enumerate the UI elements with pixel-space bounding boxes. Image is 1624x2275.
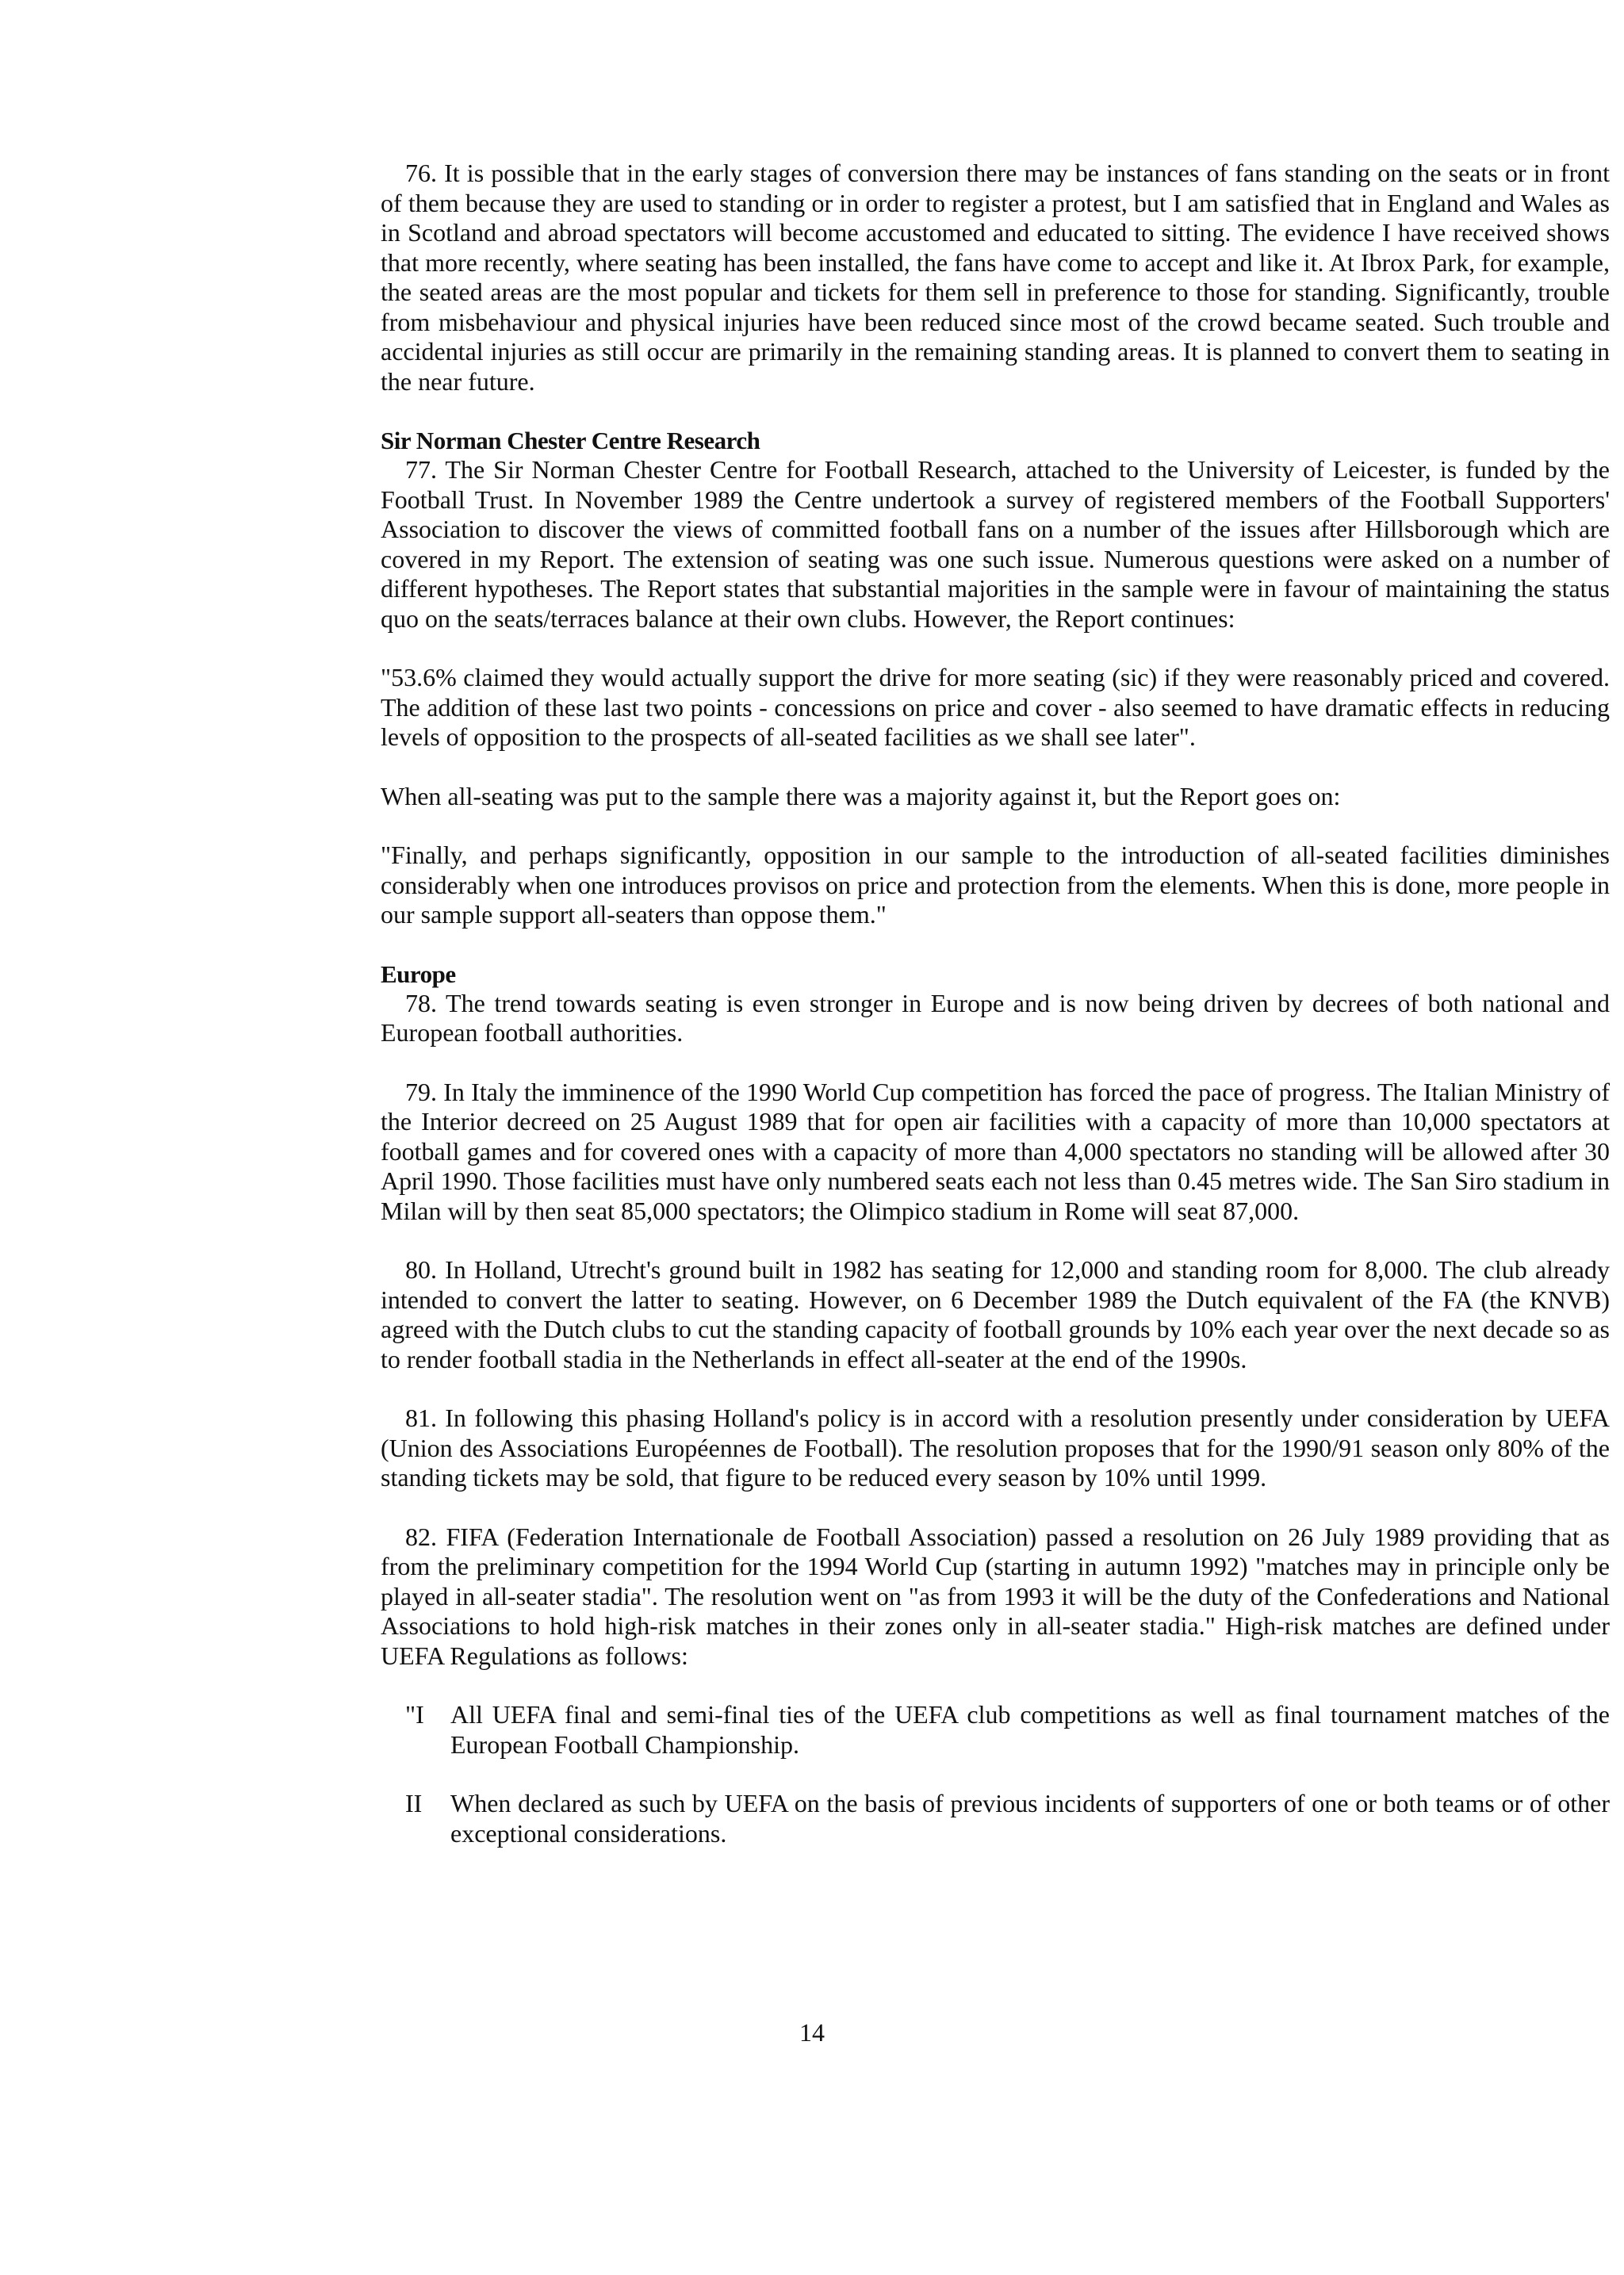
list-item xyxy=(381,1700,1610,1760)
list-item-text: All UEFA final and semi-final ties of the UEFA club competitions as well as final tournament matches of the European Football Championship. xyxy=(450,1700,1610,1759)
paragraph-77: 77. The Sir Norman Chester Centre for Football Research, attached to the University of Leicester, is funded by the Football Trust. In November 1989 the Centre undertook a survey of registered members of the Football Supporters' Association to discover the views of committed football fans on a number of the issues after Hillsborough which are covered in my Report. The extension of seating was one such issue. Numerous questions were asked on a number of different hypotheses. The Report states that substantial majorities in the sample were in favour of maintaining the status quo on the seats/terraces balance at their own clubs. However, the Report continues: xyxy=(381,455,1610,633)
section-heading-research: Sir Norman Chester Centre Research xyxy=(381,427,760,454)
list-item-text: When declared as such by UEFA on the basis of previous incidents of supporters of one or both teams or of other exceptional considerations. xyxy=(450,1789,1610,1848)
paragraph-79: 79. In Italy the imminence of the 1990 World Cup competition has forced the pace of progress. The Italian Ministry of the Interior decreed on 25 August 1989 that for open air facilities with a capacity of more than 10,000 spectators at football games and for covered ones with a capacity of more than 4,000 spectators no standing will be allowed after 30 April 1990. Those facilities must have only numbered seats each not less than 0.45 metres wide. The San Siro stadium in Milan will by then seat 85,000 spectators; the Olimpico stadium in Rome will seat 87,000. xyxy=(381,1077,1610,1225)
paragraph-78: 78. The trend towards seating is even stronger in Europe and is now being driven by decrees of both national and European football authorities. xyxy=(381,988,1610,1047)
paragraph-82: 82. FIFA (Federation Internationale de Football Association) passed a resolution on 26 July 1989 providing that as from the preliminary competition for the 1994 World Cup (starting in autumn 1992) "matches may in principle only be played in all-seater stadia". The resolution went on "as from 1993 it will be the duty of the Confederations and National Associations to hold high-risk matches in their zones only in all-seater stadia." High-risk matches are defined under UEFA Regulations as follows: xyxy=(381,1522,1610,1670)
block-quote-2: "Finally, and perhaps significantly, opposition in our sample to the introduction of all-seated facilities diminishes considerably when one introduces provisos on price and protection from the elements. When this is done, more people in our sample support all-seaters than oppose them." xyxy=(381,841,1610,929)
uefa-criteria-list xyxy=(381,1700,1610,1848)
paragraph-76: 76. It is possible that in the early stages of conversion there may be instances of fans standing on the seats or in front of them because they are used to standing or in order to register a protest, but I am satisfied that in England and Wales as in Scotland and abroad spectators will become accustomed and educated to sitting. The evidence I have received shows that more recently, where seating has been installed, the fans have come to accept and like it. At Ibrox Park, for example, the seated areas are the most popular and tickets for them sell in preference to those for standing. Significantly, trouble from misbehaviour and physical injuries have been reduced since most of the crowd became seated. Such trouble and accidental injuries as still occur are primarily in the remaining standing areas. It is planned to convert them to seating in the near future. xyxy=(381,159,1610,396)
page-number: 14 xyxy=(799,2018,825,2047)
list-item xyxy=(381,1789,1610,1848)
list-marker: II xyxy=(405,1789,423,1817)
paragraph-80: 80. In Holland, Utrecht's ground built in 1982 has seating for 12,000 and standing room for 8,000. The club already intended to convert the latter to seating. However, on 6 December 1989 the Dutch equivalent of the FA (the KNVB) agreed with the Dutch clubs to cut the standing capacity of football grounds by 10% each year over the next decade so as to render football stadia in the Netherlands in effect all-seater at the end of the 1990s. xyxy=(381,1255,1610,1373)
section-heading-europe: Europe xyxy=(381,959,456,988)
block-quote-1: "53.6% claimed they would actually support the drive for more seating (sic) if they were reasonably priced and covered. The addition of these last two points - concessions on price and cover - also seemed to have dramatic effects in reducing levels of opposition to the prospects of all-seated facilities as we shall see later". xyxy=(381,663,1610,751)
list-marker: "I xyxy=(405,1700,424,1729)
paragraph-77-continued: When all-seating was put to the sample there was a majority against it, but the Report goes on: xyxy=(381,781,1341,810)
document-page xyxy=(381,159,1610,1878)
paragraph-81: 81. In following this phasing Holland's policy is in accord with a resolution presently under consideration by UEFA (Union des Associations Européennes de Football). The resolution proposes that for the 1990/91 season only 80% of the standing tickets may be sold, that figure to be reduced every season by 10% until 1999. xyxy=(381,1404,1610,1492)
